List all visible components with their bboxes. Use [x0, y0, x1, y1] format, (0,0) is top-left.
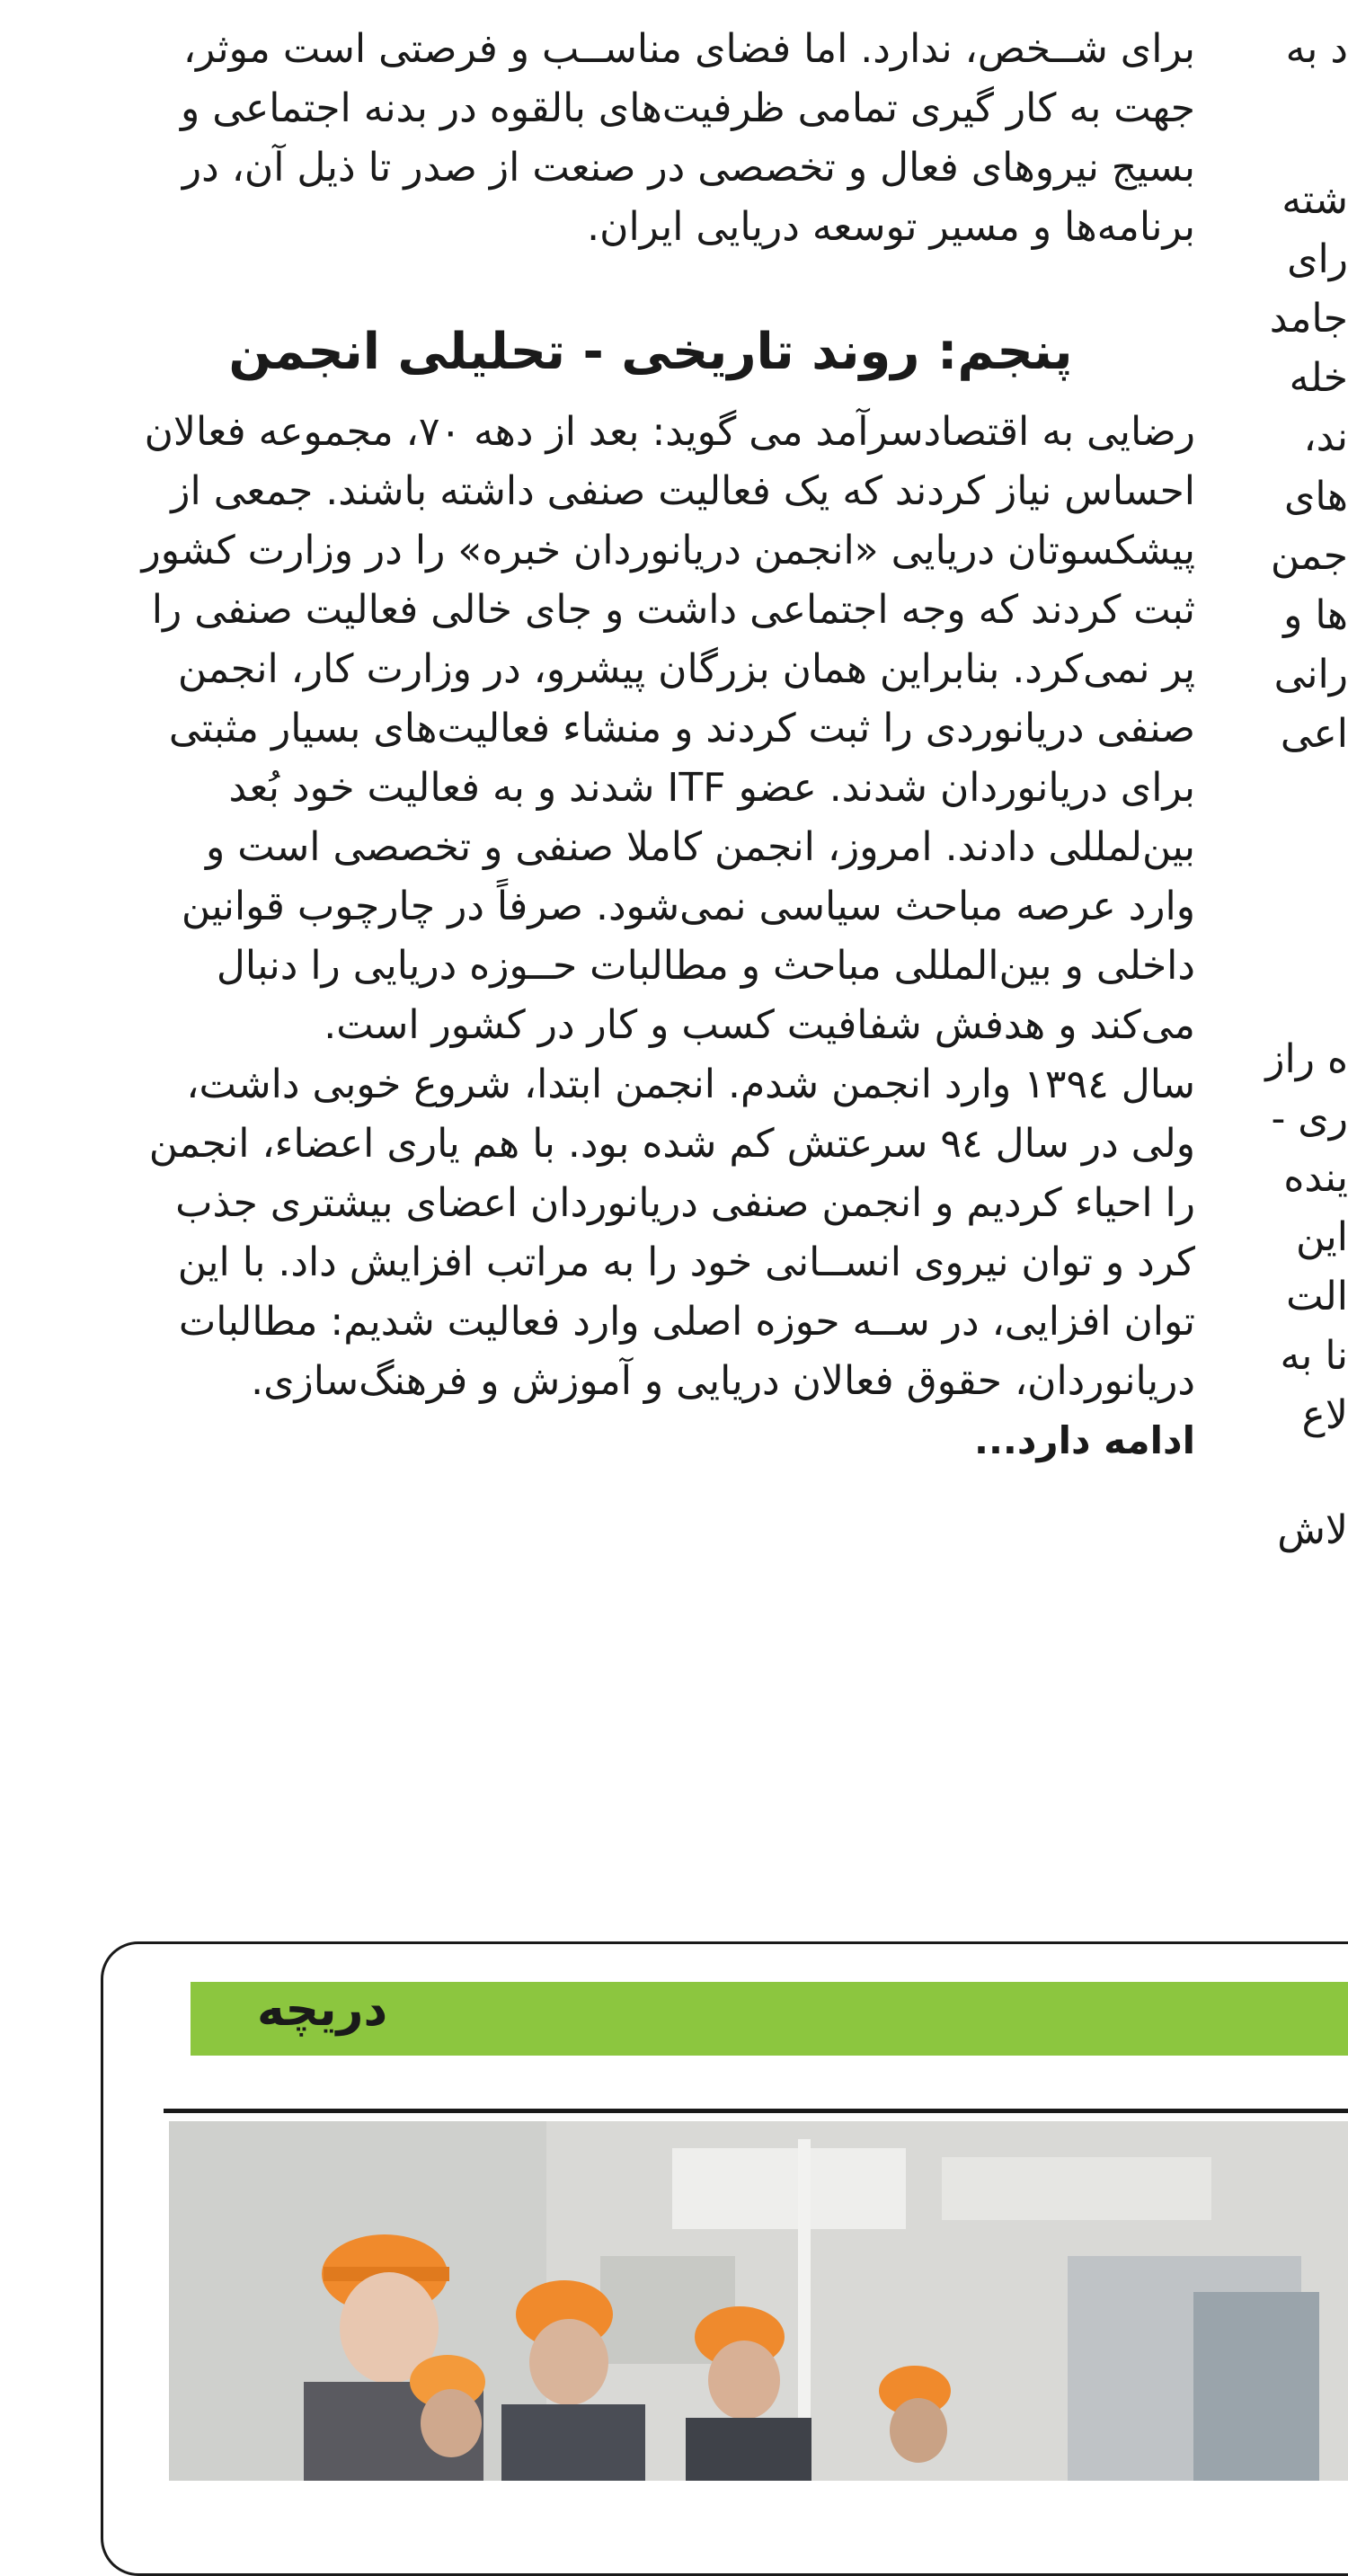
- text-line: سال ۱۳۹٤ وارد انجمن شدم. انجمن ابتدا، شروع خوبی داشت،: [186, 1061, 1195, 1107]
- workers-photo: [169, 2121, 1348, 2481]
- text-line: داخلی و بین‌المللی مباحث و مطالبات حــوزه دریایی را دنبال: [216, 943, 1195, 989]
- text-fragment: اعی: [1280, 711, 1348, 757]
- text-fragment: ند،: [1303, 414, 1348, 460]
- workers-photo-illustration: [169, 2121, 1348, 2481]
- text-fragment: ه راز: [1265, 1036, 1348, 1082]
- text-fragment: این: [1296, 1214, 1348, 1260]
- text-fragment: لاع: [1301, 1392, 1348, 1438]
- text-line: بسیج نیروهای فعال و تخصصی در صنعت از صدر تا ذیل آن، در: [182, 145, 1195, 191]
- article-column: [106, 0, 1195, 1462]
- section-heading: پنجم: روند تاریخی - تحلیلی انجمن: [228, 323, 1073, 381]
- text-line: دریانوردان، حقوق فعالان دریایی و آموزش و فرهنگ‌سازی.: [251, 1358, 1195, 1404]
- text-fragment: نا به: [1280, 1333, 1348, 1379]
- intro-paragraph: [106, 0, 1195, 257]
- text-line: ثبت کردند که وجه اجتماعی داشت و جای خالی فعالیت صنفی را: [151, 587, 1195, 633]
- text-line: صنفی دریانوردی را ثبت کردند و منشاء فعالیت‌های بسیار مثبتی: [168, 706, 1195, 751]
- text-fragment: الت: [1286, 1274, 1348, 1319]
- text-line: برنامه‌ها و مسیر توسعه دریایی ایران.: [587, 204, 1195, 250]
- text-fragment: خله: [1289, 355, 1348, 401]
- window-band-notch: [171, 1982, 195, 2056]
- text-fragment: های: [1283, 474, 1348, 520]
- text-fragment: جمن: [1270, 533, 1348, 579]
- membership-paragraph: [106, 1055, 1195, 1411]
- text-line: کرد و توان نیروی انســانی خود را به مراتب افزایش داد. با این: [177, 1239, 1195, 1285]
- text-line: وارد عرصه مباحث سیاسی نمی‌شود. صرفاً در چارچوب قوانین: [181, 884, 1195, 929]
- text-line: پیشکسوتان دریایی «انجمن دریانوردان خبره» را در وزارت کشور: [141, 528, 1195, 573]
- text-fragment: ینده: [1283, 1155, 1348, 1201]
- continued-label: ادامه دارد...: [974, 1418, 1195, 1462]
- text-line: برای شــخص، ندارد. اما فضای مناســب و فرصتی است موثر،: [182, 26, 1195, 72]
- text-fragment: ری -: [1271, 1096, 1348, 1141]
- text-line: رضایی به اقتصادسرآمد می گوید: بعد از دهه ۷۰، مجموعه فعالان: [144, 409, 1195, 455]
- text-fragment: رای: [1287, 236, 1348, 282]
- text-fragment: د به: [1285, 26, 1348, 72]
- photo-top-rule: [164, 2109, 1348, 2113]
- text-line: احساس نیاز کردند که یک فعالیت صنفی داشته باشند. جمعی از: [171, 468, 1195, 514]
- text-fragment: شته: [1281, 177, 1348, 223]
- text-line: توان افزایی، در ســه حوزه اصلی وارد فعالیت شدیم: مطالبات: [178, 1299, 1195, 1345]
- text-line: را احیاء کردیم و انجمن صنفی دریانوردان اعضای بیشتری جذب: [175, 1180, 1195, 1226]
- history-paragraph: [106, 403, 1195, 1055]
- text-line: می‌کند و هدفش شفافیت کسب و کار در کشور است.: [324, 1002, 1195, 1048]
- text-fragment: رانی: [1273, 652, 1348, 697]
- window-title: دریچه: [257, 1983, 388, 2037]
- text-line: بین‌لمللی دادند. امروز، انجمن کاملا صنفی و تخصصی است و: [205, 824, 1195, 870]
- text-fragment: جامد: [1269, 296, 1348, 342]
- text-line: پر نمی‌کرد. بنابراین همان بزرگان پیشرو، در وزارت کار، انجمن: [177, 646, 1195, 692]
- text-fragment: ها و: [1283, 592, 1348, 638]
- text-line: برای دریانوردان شدند. عضو ITF شدند و به فعالیت خود بُعد: [228, 765, 1195, 811]
- text-fragment: لاش: [1277, 1507, 1348, 1553]
- text-line: ولی در سال ۹٤ سرعتش کم شده بود. با هم یاری اعضاء، انجمن: [148, 1121, 1195, 1167]
- text-line: جهت به کار گیری تمامی ظرفیت‌های بالقوه در بدنه اجتماعی و: [181, 85, 1195, 131]
